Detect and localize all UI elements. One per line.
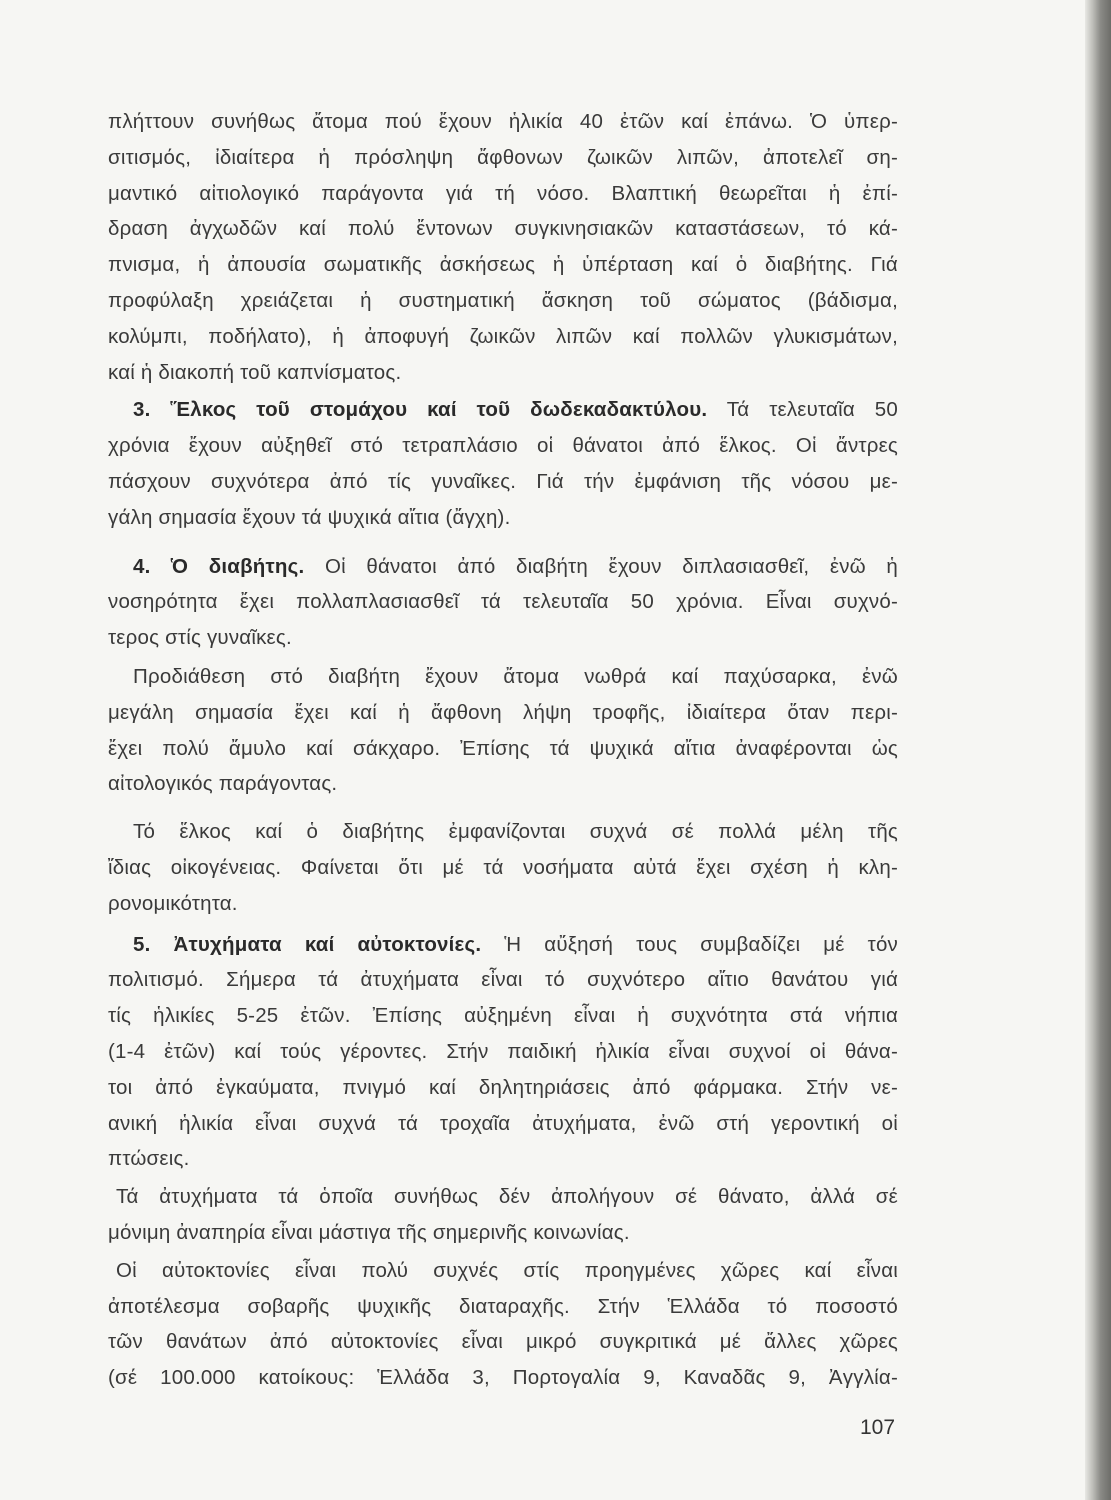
paragraph [108,659,898,802]
text-line: αἰτολογικός παράγοντας. [108,772,338,796]
paragraph [108,814,898,921]
text-line: πνισμα, ἡ ἀπουσία σωματικῆς ἀσκήσεως ἡ ὑπέρταση καί ὁ διαβήτης. Γιά [108,253,898,277]
page-body [108,104,898,1396]
line-text: Ἡ αὔξησή τους συμβαδίζει μέ τόν [481,932,898,956]
text-line: μαντικό αἰτιολογικό παράγοντα γιά τή νόσο. Βλαπτική θεωρεῖται ἡ ἐπί- [108,181,898,205]
text-line: (1-4 ἐτῶν) καί τούς γέροντες. Στήν παιδική ἡλικία εἶναι συχνοί οἱ θάνα- [108,1039,898,1063]
paragraph [108,1179,898,1251]
text-line: ἴδιας οἰκογένειας. Φαίνεται ὅτι μέ τά νοσήματα αὐτά ἔχει σχέση ἡ κλη- [108,855,898,879]
text-line: πολιτισμό. Σήμερα τά ἀτυχήματα εἶναι τό συχνότερο αἴτιο θανάτου γιά [108,968,898,992]
text-line: δραση ἀγχωδῶν καί πολύ ἔντονων συγκινησιακῶν καταστάσεων, τό κά- [108,217,898,241]
text-line: Οἱ αὐτοκτονίες εἶναι πολύ συχνές στίς προηγμένες χῶρες καί εἶναι [116,1258,898,1282]
paragraph [108,392,898,535]
text-line [108,392,898,428]
text-line: τίς ἡλικίες 5-25 ἐτῶν. Ἐπίσης αὐξημένη εἶναι ἡ συχνότητα στά νήπια [108,1004,898,1028]
text-line: πτώσεις. [108,1147,190,1171]
paragraph [108,549,898,656]
text-line: τερος στίς γυναῖκες. [108,626,292,650]
text-line: καί ἡ διακοπή τοῦ καπνίσματος. [108,360,402,384]
text-line [108,549,898,585]
text-line: γάλη σημασία ἔχουν τά ψυχικά αἴτια (ἄγχη). [108,505,511,529]
scan-edge-shadow [1085,0,1111,1500]
text-line: πλήττουν συνήθως ἄτομα πού ἔχουν ἡλικία 40 ἐτῶν καί ἐπάνω. Ὁ ὑπερ- [108,110,898,133]
text-line: Προδιάθεση στό διαβήτη ἔχουν ἄτομα νωθρά καί παχύσαρκα, ἐνῶ [133,664,898,688]
text-line: νοσηρότητα ἔχει πολλαπλασιασθεῖ τά τελευταῖα 50 χρόνια. Εἶναι συχνό- [108,590,898,614]
text-line: μόνιμη ἀναπηρία εἶναι μάστιγα τῆς σημερινῆς κοινωνίας. [108,1220,630,1244]
section-heading: 4. Ὁ διαβήτης. [133,554,305,578]
text-line: προφύλαξη χρειάζεται ἡ συστηματική ἄσκηση τοῦ σώματος (βάδισμα, [108,288,898,312]
line-text: Οἱ θάνατοι ἀπό διαβήτη ἔχουν διπλασιασθεῖ, ἐνῶ ἡ [304,554,899,578]
text-line: χρόνια ἔχουν αὐξηθεῖ στό τετραπλάσιο οἱ θάνατοι ἀπό ἕλκος. Οἱ ἄντρες [108,434,898,458]
paragraph [108,927,898,1178]
text-line: Τό ἕλκος καί ὁ διαβήτης ἐμφανίζονται συχνά σέ πολλά μέλη τῆς [133,820,898,844]
text-line: σιτισμός, ἰδιαίτερα ἡ πρόσληψη ἄφθονων ζωικῶν λιπῶν, ἀποτελεῖ ση- [108,145,898,169]
text-line: ἀποτέλεσμα σοβαρῆς ψυχικῆς διαταραχῆς. Στήν Ἑλλάδα τό ποσοστό [108,1294,898,1318]
text-line: μεγάλη σημασία ἔχει καί ἡ ἄφθονη λήψη τροφῆς, ἰδιαίτερα ὅταν περι- [108,700,898,724]
text-line: ἔχει πολύ ἄμυλο καί σάκχαρο. Ἐπίσης τά ψυχικά αἴτια ἀναφέρονται ὡς [108,736,898,760]
text-line: ρονομικότητα. [108,891,238,915]
text-line: τῶν θανάτων ἀπό αὐτοκτονίες εἶναι μικρό συγκριτικά μέ ἄλλες χῶρες [108,1330,898,1354]
paragraph [108,1253,898,1396]
section-heading: 3. Ἕλκος τοῦ στομάχου καί τοῦ δωδεκαδακτύλου. [133,398,708,422]
section-heading: 5. Ἀτυχήματα καί αὐτοκτονίες. [133,932,482,956]
text-line: πάσχουν συχνότερα ἀπό τίς γυναῖκες. Γιά τήν ἐμφάνιση τῆς νόσου με- [108,469,898,493]
line-text: Τά τελευταῖα 50 [707,398,898,422]
page-number: 107 [860,1416,896,1439]
text-line: ανική ἡλικία εἶναι συχνά τά τροχαῖα ἀτυχήματα, ἐνῶ στή γεροντική οἱ [108,1111,898,1135]
text-line: τοι ἀπό ἐγκαύματα, πνιγμό καί δηλητηριάσεις ἀπό φάρμακα. Στήν νε- [108,1075,898,1099]
paragraph [108,104,898,390]
text-line: (σέ 100.000 κατοίκους: Ἑλλάδα 3, Πορτογαλία 9, Καναδᾶς 9, Ἀγγλία- [108,1366,898,1390]
text-line [108,927,898,963]
text-line: κολύμπι, ποδήλατο), ἡ ἀποφυγή ζωικῶν λιπῶν καί πολλῶν γλυκισμάτων, [108,324,898,348]
text-line: Τά ἀτυχήματα τά ὁποῖα συνήθως δέν ἀπολήγουν σέ θάνατο, ἀλλά σέ [116,1185,898,1209]
